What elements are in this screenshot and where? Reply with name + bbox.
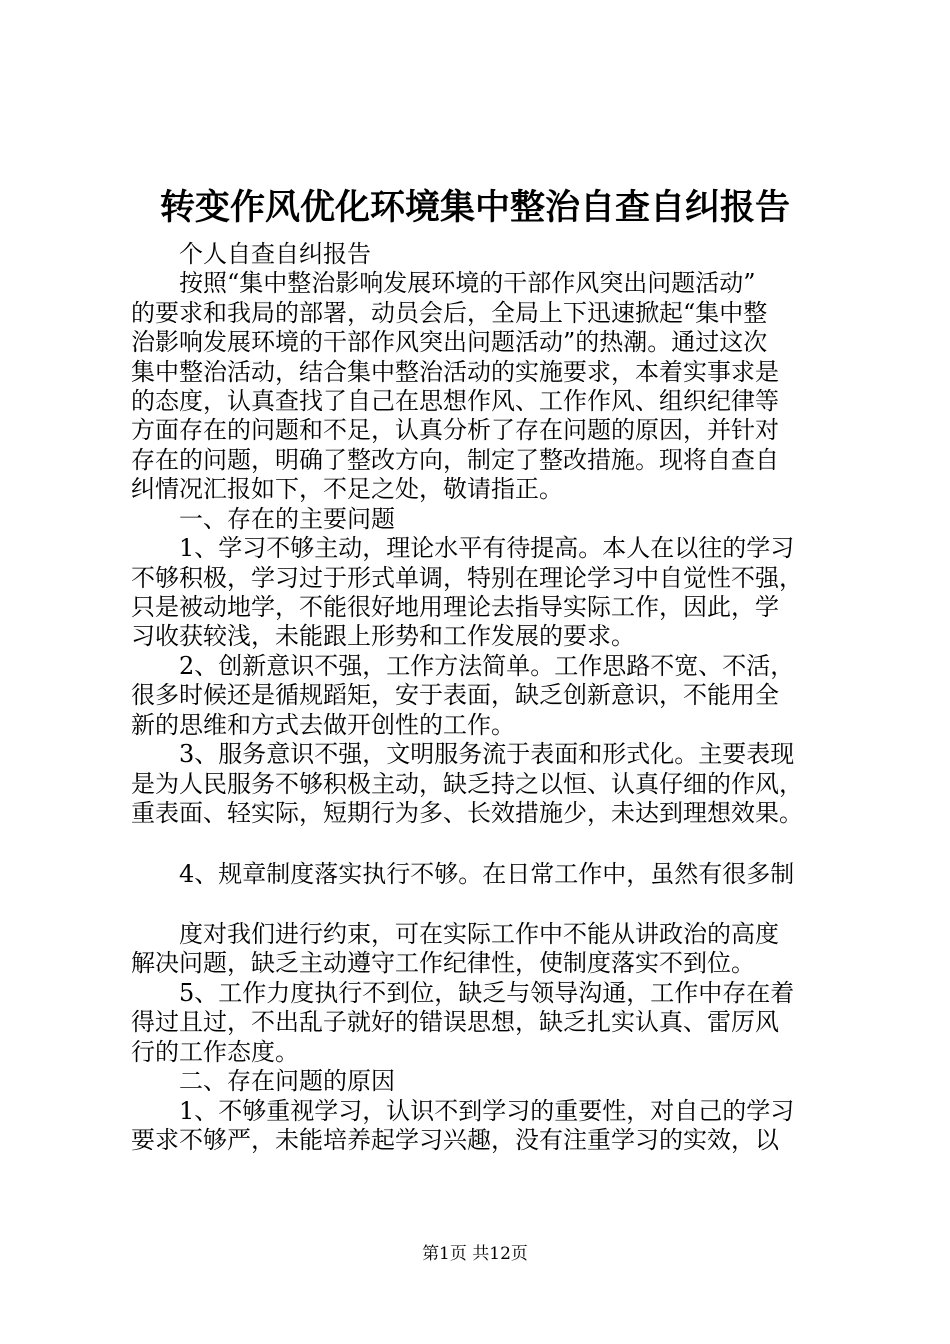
text-line: 的要求和我局的部署，动员会后，全局上下迅速掀起“集中整 — [131, 299, 768, 327]
text-line: 存在的问题，明确了整改方向，制定了整改措施。现将自查自 — [131, 446, 779, 474]
text-line: 方面存在的问题和不足，认真分析了存在问题的原因，并针对 — [131, 416, 779, 444]
text-line: 纠情况汇报如下，不足之处，敬请指正。 — [131, 475, 563, 503]
text-line: 4、规章制度落实执行不够。在日常工作中，虽然有很多制 — [179, 860, 795, 888]
text-line: 不够积极，学习过于形式单调，特别在理论学习中自觉性不强， — [131, 564, 803, 592]
section-heading: 二、存在问题的原因 — [179, 1067, 395, 1095]
text-line: 1、学习不够主动，理论水平有待提高。本人在以往的学习 — [179, 534, 795, 562]
text-line: 5、工作力度执行不到位，缺乏与领导沟通，工作中存在着 — [179, 979, 795, 1007]
text-line: 度对我们进行约束，可在实际工作中不能从讲政治的高度 — [179, 920, 779, 948]
text-line: 解决问题，缺乏主动遵守工作纪律性，使制度落实不到位。 — [131, 949, 755, 977]
text-line: 很多时候还是循规蹈矩，安于表面，缺乏创新意识，不能用全 — [131, 681, 779, 709]
page-number-footer: 第1页 共12页 — [422, 1244, 528, 1264]
text-line: 重表面、轻实际，短期行为多、长效措施少，未达到理想效果。 — [131, 799, 803, 827]
text-line: 的态度，认真查找了自己在思想作风、工作作风、组织纪律等 — [131, 387, 779, 415]
text-line: 习收获较浅，未能跟上形势和工作发展的要求。 — [131, 622, 635, 650]
text-line-section-label: 个人自查自纠报告 — [179, 240, 371, 268]
section-heading: 一、存在的主要问题 — [179, 505, 395, 533]
text-line: 集中整治活动，结合集中整治活动的实施要求，本着实事求是 — [131, 358, 779, 386]
text-line: 新的思维和方式去做开创性的工作。 — [131, 711, 515, 739]
text-line: 要求不够严，未能培养起学习兴趣，没有注重学习的实效，以 — [131, 1126, 779, 1154]
text-line: 得过且过，不出乱子就好的错误思想，缺乏扎实认真、雷厉风 — [131, 1008, 779, 1036]
text-line: 1、不够重视学习，认识不到学习的重要性，对自己的学习 — [179, 1097, 795, 1125]
text-line: 3、服务意识不强，文明服务流于表面和形式化。主要表现 — [179, 740, 795, 768]
document-title: 转变作风优化环境集中整治自查自纠报告 — [159, 188, 790, 228]
text-line: 行的工作态度。 — [131, 1038, 299, 1066]
text-line: 治影响发展环境的干部作风突出问题活动”的热潮。通过这次 — [131, 328, 768, 356]
text-line: 是为人民服务不够积极主动，缺乏持之以恒、认真仔细的作风， — [131, 770, 803, 798]
text-line: 按照“集中整治影响发展环境的干部作风突出问题活动” — [179, 269, 756, 297]
text-line: 2、创新意识不强，工作方法简单。工作思路不宽、不活， — [179, 652, 795, 680]
text-line: 只是被动地学，不能很好地用理论去指导实际工作，因此，学 — [131, 593, 779, 621]
